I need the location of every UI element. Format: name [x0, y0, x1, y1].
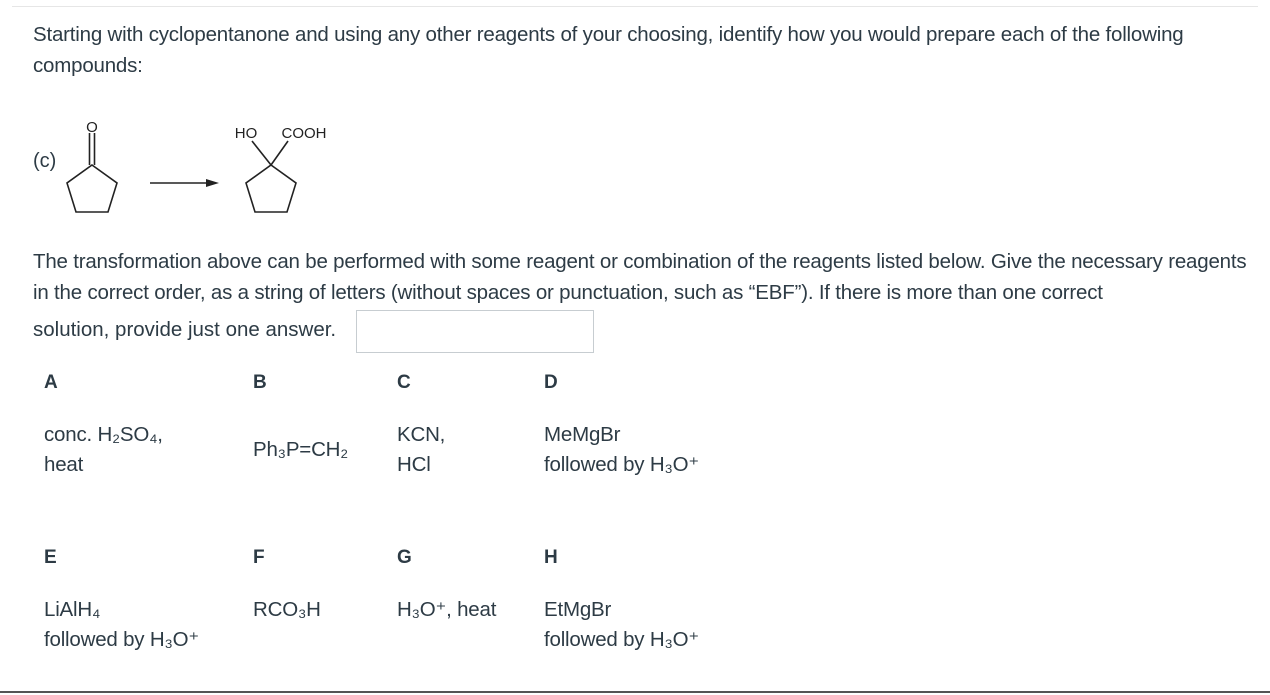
reagent-c-line-2: HCl [397, 453, 431, 476]
reagent-d-line-2: followed by H₃O⁺ [544, 453, 699, 476]
reagent-letter-d: D [544, 372, 558, 393]
question-text-end: solution, provide just one answer. [33, 318, 337, 341]
reagent-letter-b: B [253, 372, 267, 393]
bottom-divider [0, 691, 1270, 693]
reagent-f-line-1: RCO₃H [253, 598, 321, 621]
reagent-letter-g: G [397, 547, 412, 568]
part-label: (c) [33, 150, 57, 172]
reagent-g-line-1: H₃O⁺, heat [397, 598, 497, 621]
reagent-h-line-2: followed by H₃O⁺ [544, 628, 699, 651]
instructions-text: Starting with cyclopentanone and using any other reagents of your choosing, identify how you would prepare each of the following compounds: [33, 23, 1184, 77]
reagent-letter-f: F [253, 547, 265, 568]
answer-input[interactable] [356, 310, 594, 353]
reagent-e-line-1: LiAlH₄ [44, 598, 101, 621]
reaction-arrow-icon [150, 179, 219, 187]
reagent-letter-e: E [44, 547, 57, 568]
product-structure [246, 141, 296, 212]
reagent-b-line-1: Ph₃P=CH₂ [253, 438, 349, 461]
reagent-letter-c: C [397, 372, 411, 393]
question-text: The transformation above can be performed with some reagent or combination of the reagents listed below. Give the necessary reagents in the correct order, as a string of letters (without spaces or punctuation, such as “EBF”). If there is more than one correct [33, 250, 1247, 304]
reagent-d-line-1: MeMgBr [544, 423, 621, 446]
reagent-c-line-1: KCN, [397, 423, 446, 446]
hydroxyl-label: HO [234, 125, 258, 142]
cyclopentanone-structure [67, 133, 117, 212]
reagent-a-line-1: conc. H₂SO₄, [44, 423, 163, 446]
reaction-scheme [0, 0, 1270, 240]
reagent-letter-h: H [544, 547, 558, 568]
reagent-a-line-2: heat [44, 453, 84, 476]
carbonyl-oxygen-label: O [86, 119, 98, 136]
reagent-letter-a: A [44, 372, 58, 393]
reagent-e-line-2: followed by H₃O⁺ [44, 628, 199, 651]
carboxyl-label: COOH [281, 125, 327, 142]
reagent-h-line-1: EtMgBr [544, 598, 612, 621]
